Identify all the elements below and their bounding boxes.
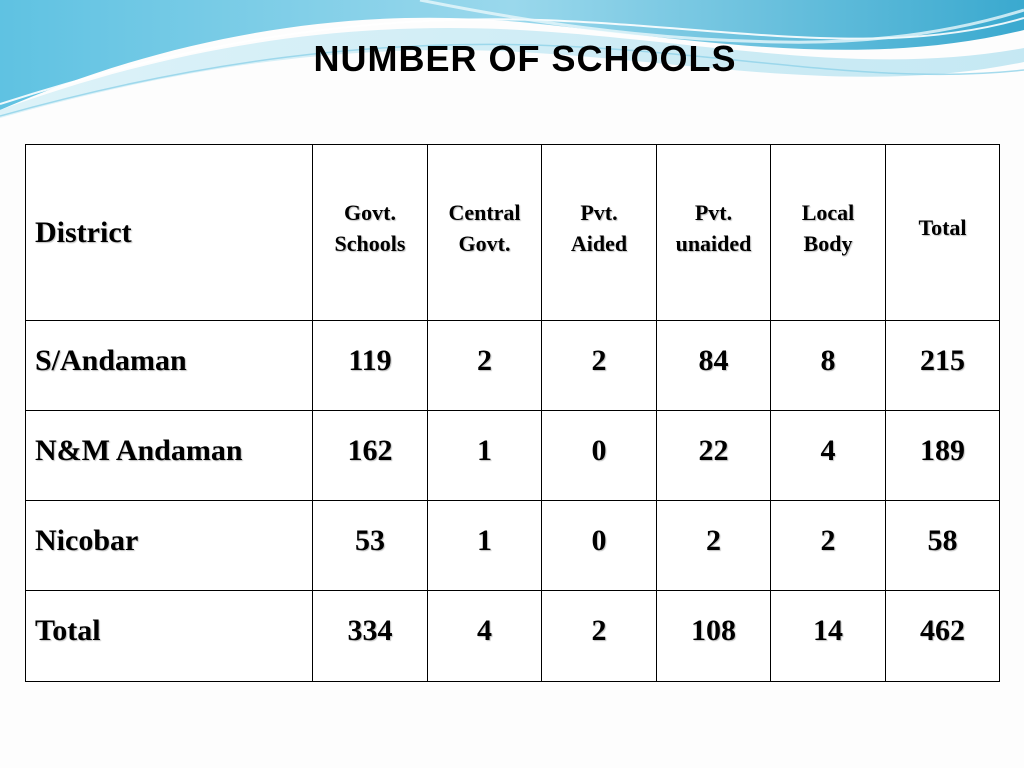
table-row bbox=[26, 321, 1000, 411]
table-cell: 215 bbox=[886, 321, 1000, 411]
table-cell: 2 bbox=[771, 501, 886, 591]
table-row bbox=[26, 501, 1000, 591]
column-header-local-body: Local Body bbox=[771, 145, 886, 321]
row-label-district: S/Andaman bbox=[26, 321, 313, 411]
table-cell: 0 bbox=[542, 501, 657, 591]
table-cell: 8 bbox=[771, 321, 886, 411]
table-cell: 14 bbox=[771, 591, 886, 682]
table-row bbox=[26, 411, 1000, 501]
table-header-row bbox=[26, 145, 1000, 321]
table-row-total bbox=[26, 591, 1000, 682]
schools-table bbox=[25, 144, 1000, 682]
table-cell: 22 bbox=[657, 411, 771, 501]
table-cell: 1 bbox=[428, 411, 542, 501]
table-cell: 53 bbox=[313, 501, 428, 591]
column-header-pvt-unaided: Pvt. unaided bbox=[657, 145, 771, 321]
column-header-central-govt: Central Govt. bbox=[428, 145, 542, 321]
table-cell: 4 bbox=[771, 411, 886, 501]
table-cell: 108 bbox=[657, 591, 771, 682]
row-label-district: N&M Andaman bbox=[26, 411, 313, 501]
table-cell: 84 bbox=[657, 321, 771, 411]
table-cell: 1 bbox=[428, 501, 542, 591]
table-cell: 2 bbox=[542, 321, 657, 411]
table-cell: 119 bbox=[313, 321, 428, 411]
table-cell: 2 bbox=[542, 591, 657, 682]
row-label-district: Nicobar bbox=[26, 501, 313, 591]
table-cell: 462 bbox=[886, 591, 1000, 682]
row-label-total: Total bbox=[26, 591, 313, 682]
column-header-govt-schools: Govt. Schools bbox=[313, 145, 428, 321]
table-cell: 0 bbox=[542, 411, 657, 501]
table-cell: 334 bbox=[313, 591, 428, 682]
slide-title: NUMBER OF SCHOOLS bbox=[313, 38, 737, 79]
column-header-total: Total bbox=[886, 145, 1000, 321]
district-column-header: District bbox=[26, 145, 313, 321]
table-cell: 58 bbox=[886, 501, 1000, 591]
column-header-pvt-aided: Pvt. Aided bbox=[542, 145, 657, 321]
table-cell: 2 bbox=[428, 321, 542, 411]
table-cell: 4 bbox=[428, 591, 542, 682]
table-cell: 162 bbox=[313, 411, 428, 501]
table-cell: 2 bbox=[657, 501, 771, 591]
table-cell: 189 bbox=[886, 411, 1000, 501]
